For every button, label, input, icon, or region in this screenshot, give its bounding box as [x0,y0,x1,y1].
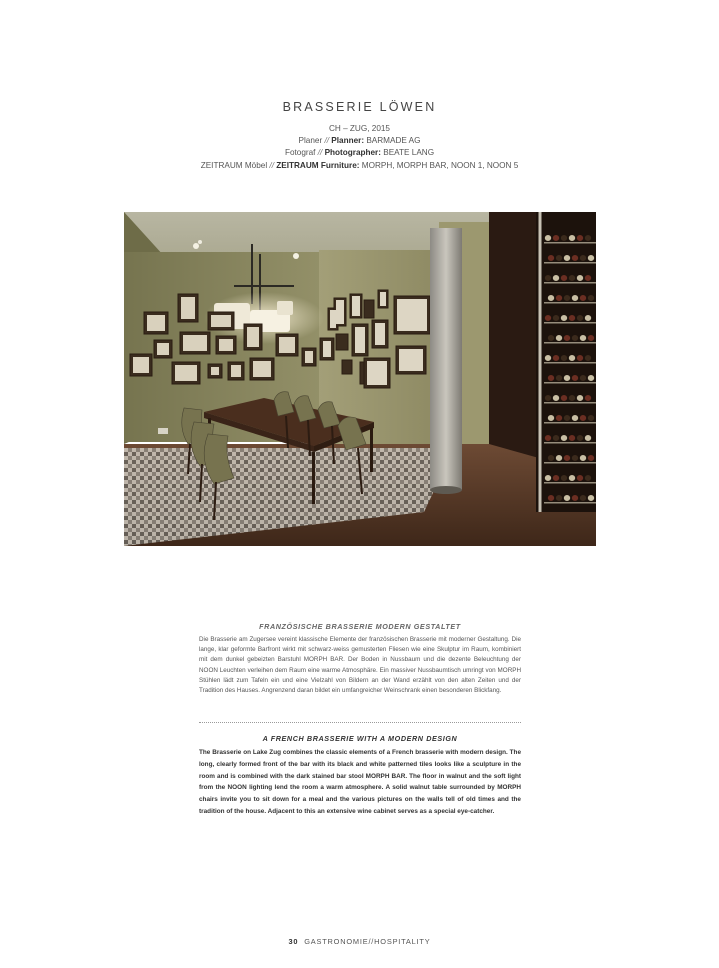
footer-section-en: HOSPITALITY [374,937,431,946]
page-header [0,100,719,172]
furniture-credit [0,160,719,172]
photographer-label-en: Photographer: [324,148,381,158]
footer-section: GASTRONOMIE [304,937,369,946]
restaurant-photo [124,212,596,546]
planner-credit [0,135,719,147]
column [430,228,462,490]
english-body-wrap [199,747,521,818]
furniture-value: MORPH, MORPH BAR, NOON 1, NOON 5 [361,160,519,170]
separator: // [269,160,274,170]
german-section [199,622,521,631]
section-divider [199,722,521,723]
footer-separator: // [368,937,375,946]
photographer-label-de: Fotograf [284,148,316,158]
german-body: Die Brasserie am Zugersee vereint klassische Elemente der französischen Brasserie mit moderner Gestaltung. Die lange, klar geformte Barfront wirkt mit schwarz-weiss gemusterten Fliesen wie eine Skulptur im Raum, kombiniert mit dem dunkel gebeizten Barstuhl MORPH BAR. Der Boden in Nussbaum und die dezente Beleuchtung der NOON Leuchten verleihen dem Raum eine warme Atmosphäre. Ein massiver Nussbaumtisch umringt von MORPH Stühlen lädt zum Tafeln ein und eine Vielzahl von Bildern an der Wand erzählt von den alten Zeiten und der Tradition des Hauses. Angrenzend daran bildet ein umfangreicher Weinschrank einen besonderen Blickfang. [199,636,521,695]
english-section [199,734,521,743]
english-heading: A FRENCH BRASSERIE WITH A MODERN DESIGN [262,734,458,743]
planner-value: BARMADE AG [366,136,421,146]
page-footer [0,937,719,946]
photographer-credit [0,147,719,159]
english-body: The Brasserie on Lake Zug combines the classic elements of a French brasserie with modern design. The long, clearly formed front of the bar with its black and white patterned tiles looks like a sculpture in the room and is combined with the dark stained bar stool MORPH BAR. The floor in walnut and the soft light from the NOON lighting lend the room a warm atmosphere. A solid walnut table surrounded by MORPH chairs invite you to sit down for a meal and the various pictures on the walls tell of old times and the tradition of the house. Adjacent to this an extensive wine cabinet serves as a special eye-catcher. [199,749,521,815]
separator: // [317,148,323,158]
furniture-label-de: ZEITRAUM Möbel [200,160,268,170]
photographer-value: BEATE LANG [383,148,435,158]
planner-label-de: Planer [298,136,323,146]
separator: // [324,136,330,146]
location-year: CH – ZUG, 2015 [329,124,390,133]
planner-label-en: Planner: [331,136,365,146]
page-title: BRASSERIE LÖWEN [282,100,437,114]
german-body-wrap [199,635,521,696]
furniture-label-en: ZEITRAUM Furniture: [276,160,360,170]
page-number: 30 [288,937,299,946]
german-heading: FRANZÖSISCHE BRASSERIE MODERN GESTALTET [259,622,461,631]
